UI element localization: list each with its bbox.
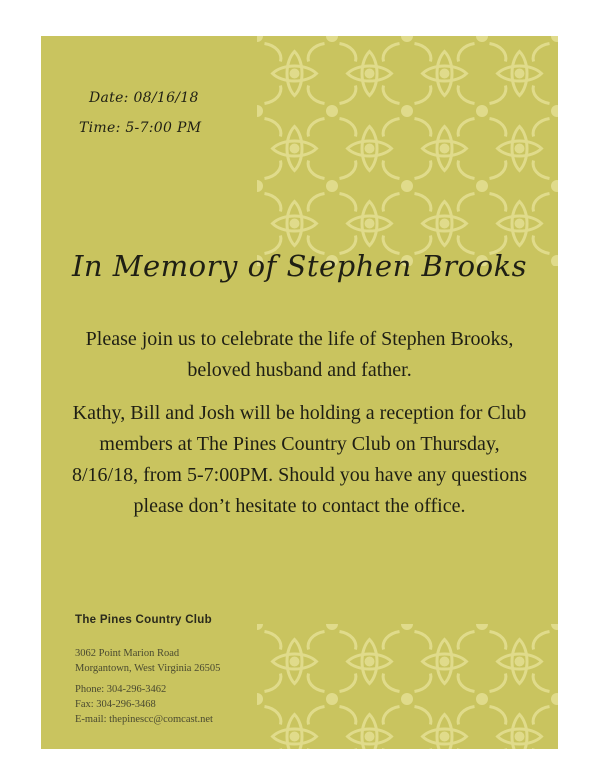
damask-pattern-top [257,36,558,266]
paragraph-line: please don’t hesitate to contact the office. [133,495,466,517]
club-fax: Fax: 304-296-3468 [75,699,156,710]
paragraph-line: Kathy, Bill and Josh will be holding a reception for Club [72,402,527,424]
event-date: Date: 08/16/18 [89,90,199,106]
club-address-line2: Morgantown, West Virginia 26505 [75,663,221,674]
club-name: The Pines Country Club [75,614,212,626]
invitation-paragraph [41,324,558,386]
paragraph-line: Please join us to celebrate the life of Stephen Brooks, [85,328,514,350]
club-phone: Phone: 304-296-3462 [75,684,167,695]
paragraph-line: members at The Pines Country Club on Thursday, [99,433,500,455]
flyer-page [41,36,558,749]
event-time: Time: 5-7:00 PM [79,120,202,136]
club-address-line1: 3062 Point Marion Road [75,648,180,659]
paragraph-line: 8/16/18, from 5-7:00PM. Should you have any questions [72,464,527,486]
paragraph-line: beloved husband and father. [187,359,412,381]
reception-paragraph [41,398,558,522]
memorial-title: In Memory of Stephen Brooks [71,249,528,283]
club-email: E-mail: thepinescc@comcast.net [75,714,213,725]
damask-pattern-bottom [257,624,558,749]
